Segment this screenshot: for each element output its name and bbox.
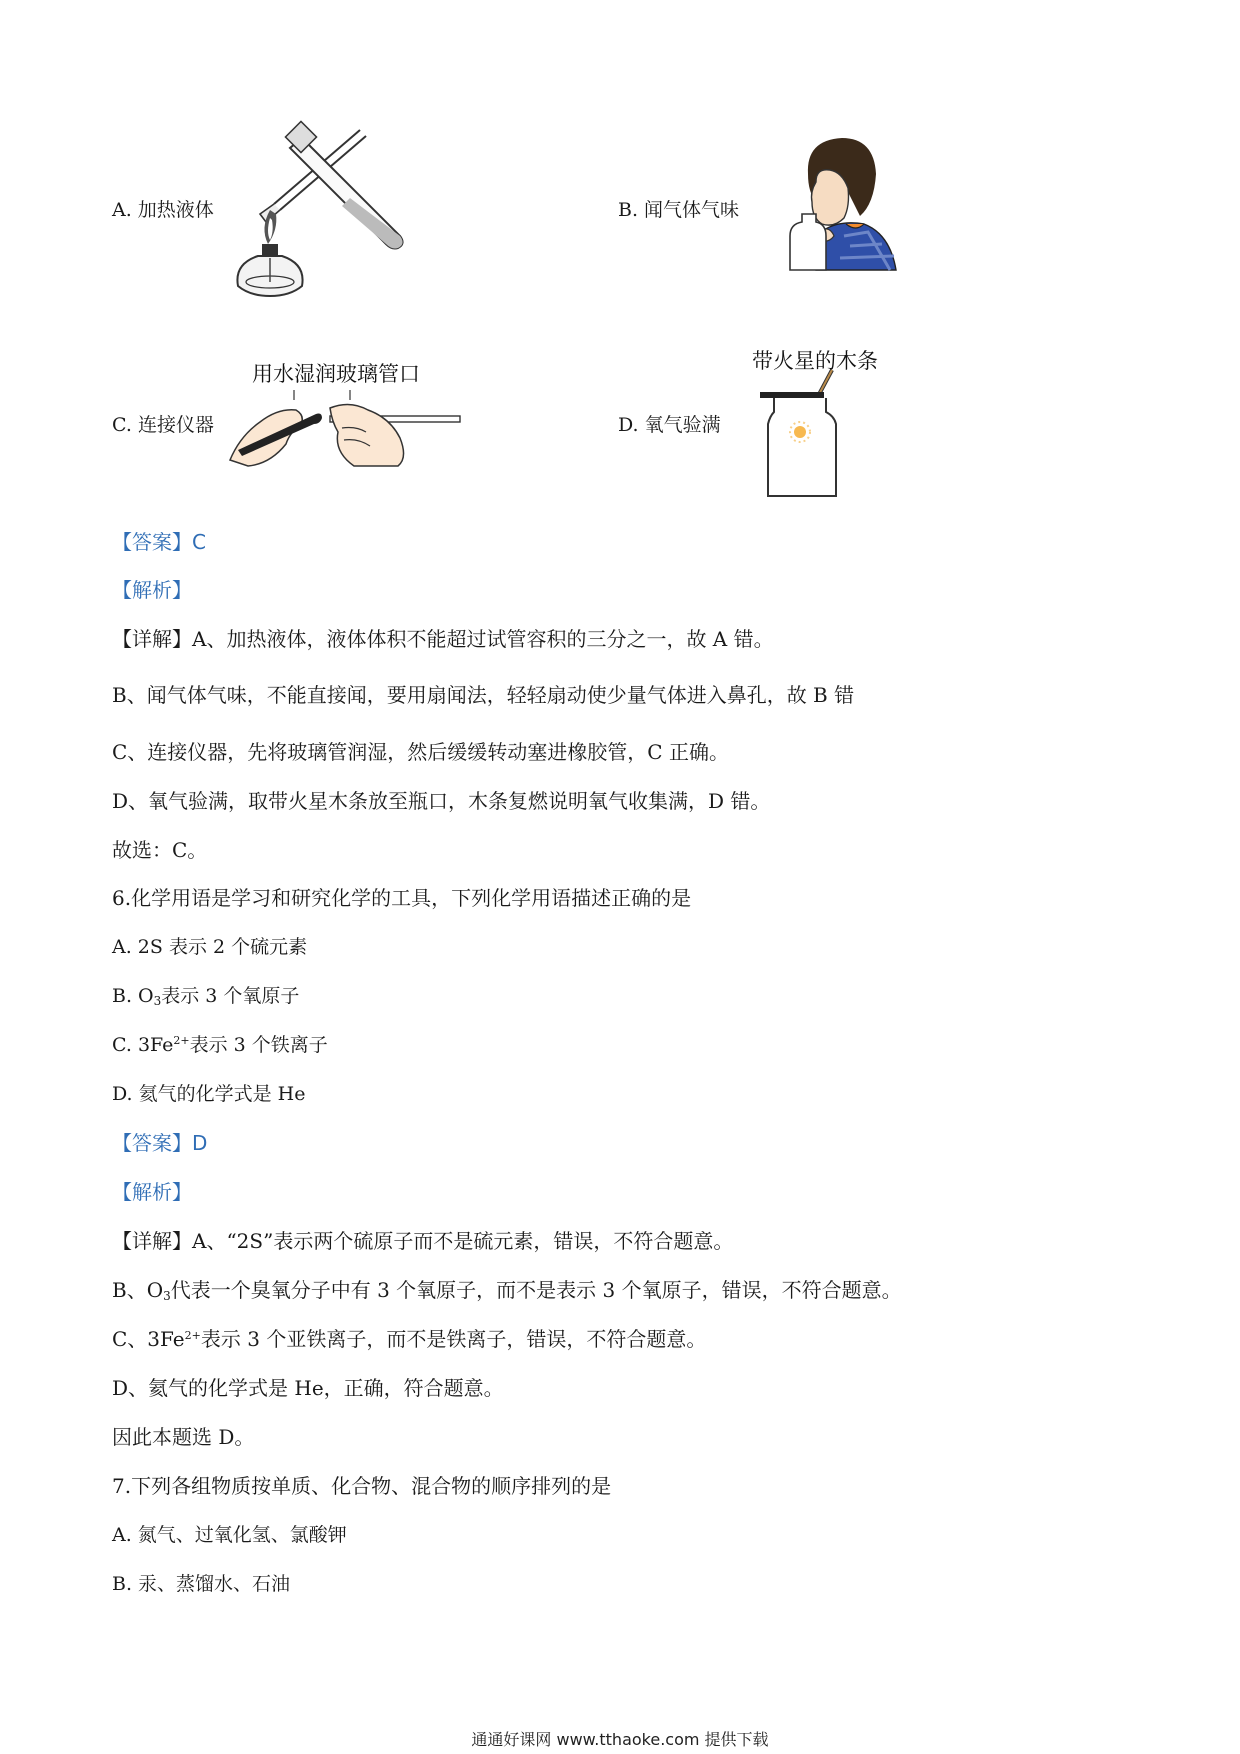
q6-option-a: A. 2S 表示 2 个硫元素 bbox=[112, 936, 308, 958]
q5-detail-line-4: D、氧气验满，取带火星木条放至瓶口，木条复燃说明氧气收集满，D 错。 bbox=[112, 789, 771, 813]
option-d-label: D. 氧气验满 bbox=[618, 414, 721, 436]
q6-detail-line-4: D、氦气的化学式是 He，正确，符合题意。 bbox=[112, 1376, 504, 1400]
q5-detail-line-3: C、连接仪器，先将玻璃管润湿，然后缓缓转动塞进橡胶管，C 正确。 bbox=[112, 740, 729, 764]
q6-option-c: C. $3Fe^{2+}$表示 3 个铁离子 bbox=[112, 1034, 328, 1056]
q7-stem: 7.下列各组物质按单质、化合物、混合物的顺序排列的是 bbox=[112, 1474, 612, 1498]
oxygen-test-figure bbox=[760, 370, 880, 500]
answer-value: C bbox=[192, 530, 206, 554]
q5-analysis-tag: 【解析】 bbox=[112, 578, 192, 602]
q6-option-b: B. $O_3$表示 3 个氧原子 bbox=[112, 985, 300, 1008]
q6-detail-line-2: B、$O_3$代表一个臭氧分子中有 3 个氧原子，而不是表示 3 个氧原子，错误，不符合题意。 bbox=[112, 1278, 902, 1303]
q6-detail-line-3: C、$3Fe^{2+}$表示 3 个亚铁离子，而不是铁离子，错误，不符合题意。 bbox=[112, 1327, 707, 1351]
answer-tag: 【答案】 bbox=[112, 530, 192, 554]
page-footer: 通通好课网 www.tthaoke.com 提供下载 bbox=[471, 1730, 769, 1749]
q6-detail-line-1: 【详解】A、“2S”表示两个硫原子而不是硫元素，错误，不符合题意。 bbox=[112, 1229, 734, 1253]
q7-option-b: B. 汞、蒸馏水、石油 bbox=[112, 1573, 291, 1595]
q5-answer bbox=[112, 530, 206, 554]
option-a-label: A. 加热液体 bbox=[112, 199, 214, 221]
option-c-label: C. 连接仪器 bbox=[112, 414, 214, 436]
answer-tag: 【答案】 bbox=[112, 1131, 192, 1155]
figure-d-caption: 带火星的木条 bbox=[752, 349, 878, 373]
q6-answer bbox=[112, 1131, 207, 1155]
figure-c-caption: 用水湿润玻璃管口 bbox=[252, 362, 420, 386]
answer-value: D bbox=[192, 1131, 208, 1155]
q6-stem: 6.化学用语是学习和研究化学的工具，下列化学用语描述正确的是 bbox=[112, 886, 692, 910]
smelling-gas-figure bbox=[790, 132, 900, 272]
connecting-apparatus-figure bbox=[230, 388, 470, 468]
q6-analysis-tag: 【解析】 bbox=[112, 1180, 192, 1204]
q5-detail-line-2: B、闻气体气味，不能直接闻，要用扇闻法，轻轻扇动使少量气体进入鼻孔，故 B 错 bbox=[112, 683, 855, 707]
q5-detail-line-1: 【详解】A、加热液体，液体体积不能超过试管容积的三分之一，故 A 错。 bbox=[112, 627, 774, 651]
q5-detail-line-5: 故选：C。 bbox=[112, 838, 208, 862]
option-b-label: B. 闻气体气味 bbox=[618, 199, 740, 221]
q6-option-d: D. 氦气的化学式是 He bbox=[112, 1083, 306, 1105]
q7-option-a: A. 氮气、过氧化氢、氯酸钾 bbox=[112, 1524, 347, 1546]
heating-liquid-figure bbox=[230, 118, 410, 308]
q6-detail-line-5: 因此本题选 D。 bbox=[112, 1425, 255, 1449]
